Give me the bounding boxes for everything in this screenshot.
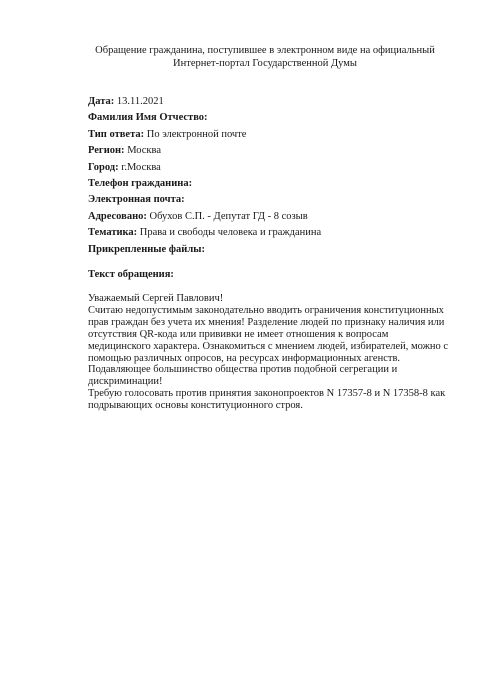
- appeal-line: Считаю недопустимым законодательно вводить ограничения конституционных: [88, 304, 444, 316]
- appeal-line: подрывающих основы конституционного строя.: [88, 400, 303, 412]
- field-value: По электронной почте: [146, 128, 247, 140]
- field-value: г.Москва: [121, 161, 161, 173]
- field-phone: [88, 177, 478, 193]
- field-label: Тематика:: [88, 227, 138, 239]
- field-value: Права и свободы человека и гражданина: [139, 227, 322, 239]
- citizen-fields: [88, 95, 478, 259]
- appeal-line: дискриминации!: [88, 376, 163, 388]
- field-value: Москва: [127, 145, 162, 157]
- field-label: Дата:: [88, 96, 115, 107]
- field-region: [88, 144, 478, 160]
- appeal-line: отсутствия QR-кода или прививки не имеет отношения к вопросам: [88, 328, 389, 340]
- field-value: Обухов С.П. - Депутат ГД - 8 созыв: [149, 210, 308, 222]
- field-label: Электронная почта:: [88, 194, 185, 206]
- field-full-name: [88, 111, 478, 127]
- header-line-1: Обращение гражданина, поступившее в электронном виде на официальный: [95, 45, 435, 56]
- field-attachments: [88, 243, 478, 259]
- field-response-type: [88, 128, 478, 144]
- field-label: Тип ответа:: [88, 128, 145, 140]
- appeal-title: Текст обращения:: [88, 269, 174, 280]
- field-label: Регион:: [88, 145, 125, 157]
- field-date: [88, 95, 478, 111]
- field-label: Город:: [88, 161, 119, 173]
- field-label: Адресовано:: [88, 210, 147, 222]
- field-label: Телефон гражданина:: [88, 177, 193, 189]
- appeal-line: помощью различных опросов, на ресурсах информационных агенств.: [88, 352, 401, 364]
- field-addressee: [88, 210, 478, 226]
- appeal-line: Требую голосовать против принятия законопроектов N 17357-8 и N 17358-8 как: [88, 388, 446, 400]
- appeal-line: прав граждан без учета их мнения! Разделение людей по признаку наличия или: [88, 316, 445, 328]
- field-value: 13.11.2021: [116, 96, 164, 107]
- header-line-2: Интернет-портал Государственной Думы: [173, 58, 357, 69]
- document-header: [60, 44, 470, 70]
- appeal-line: Уважаемый Сергей Павлович!: [88, 293, 224, 304]
- field-city: [88, 161, 478, 177]
- field-label: Прикрепленные файлы:: [88, 243, 205, 255]
- field-topic: [88, 226, 478, 242]
- field-email: [88, 193, 478, 209]
- appeal-line: медицинского характера. Ознакомиться с мнением людей, избирателей, можно с: [88, 340, 449, 352]
- appeal-text: [88, 293, 478, 412]
- field-label: Фамилия Имя Отчество:: [88, 112, 208, 124]
- appeal-line: Подавляющее большинство общества против подобной сегрегации и: [88, 364, 398, 376]
